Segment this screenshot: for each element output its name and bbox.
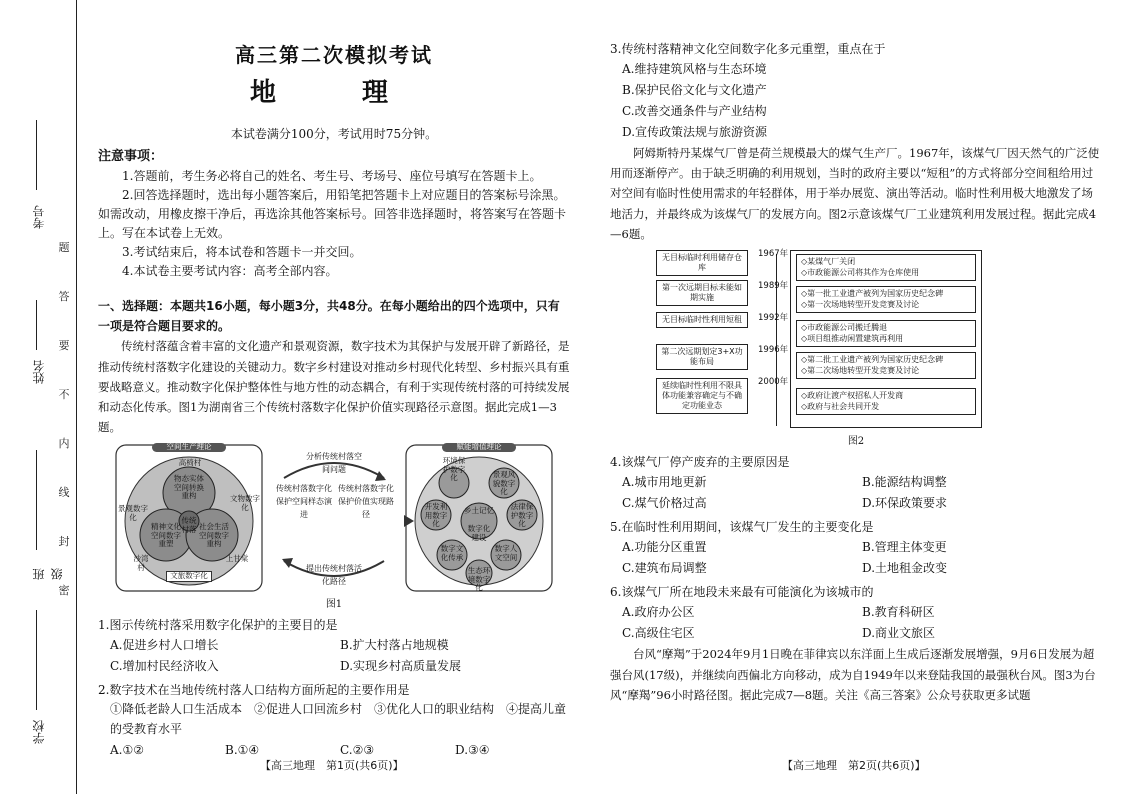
question-3-stem: 3.传统村落精神文化空间数字化多元重塑，重点在于 — [610, 42, 886, 56]
option-a[interactable]: A.维持建筑风格与生态环境 — [622, 62, 767, 77]
option-b[interactable]: B.保护民俗文化与文化遗产 — [622, 83, 767, 98]
seal-char: 题 — [58, 241, 70, 254]
fig1-label: 生态环境数字化 — [467, 566, 491, 593]
seal-warning-text — [56, 240, 72, 600]
option-a[interactable]: A.政府办公区 — [622, 605, 695, 620]
seal-char: 答 — [58, 290, 70, 304]
fig1-right-header: 赋能增值理论 — [442, 443, 516, 452]
question-1-stem: 1.图示传统村落采用数字化保护的主要目的是 — [98, 618, 338, 633]
fig1-label: 景观数字化 — [118, 504, 148, 522]
page-1-footer: 【高三地理 第1页(共6页)】 — [260, 759, 404, 772]
name-field[interactable] — [30, 300, 54, 430]
seal-char: 要 — [58, 339, 70, 353]
option-d[interactable]: D.③④ — [455, 743, 490, 757]
question-4-options — [610, 472, 1102, 514]
fig1-mid-bottom: 提出传统村落活化路径 — [306, 564, 362, 586]
option-c[interactable]: C.建筑布局调整 — [622, 561, 707, 576]
seal-char: 内 — [58, 437, 70, 451]
fig2-event: ◇政府让渡产权招私人开发商 ◇政府与社会共同开发 — [796, 388, 976, 416]
option-d[interactable]: D.土地租金改变 — [862, 561, 948, 576]
note-item: 2.回答选择题时，选出每小题答案后，用铅笔把答题卡上对应题目的答案标号涂黑。如需改动，用橡皮擦干净后，再选涂其他答案标号。回答非选择题时，将答案写在答题卡上。写在本试卷上无效。 — [98, 187, 567, 241]
class-label: 班级 — [32, 568, 64, 580]
fig1-left-header: 空间生产理论 — [152, 443, 226, 452]
exam-info: 本试卷满分100分，考试用时75分钟。 — [230, 127, 438, 141]
option-b[interactable]: B.①④ — [225, 743, 260, 757]
notes-title: 注意事项： — [98, 149, 164, 164]
fig1-label: 上甘棠 — [225, 554, 249, 564]
question-4-stem: 4.该煤气厂停产废弃的主要原因是 — [610, 454, 790, 469]
school-field[interactable] — [30, 610, 54, 760]
option-c[interactable]: C.改善交通条件与产业结构 — [622, 104, 767, 119]
passage-2: 阿姆斯特丹某煤气厂曾是荷兰规模最大的煤气生产厂。1967年，该煤气厂因天然气的广泛使用而逐渐停产。由于缺乏明确的利用规划，当时的政府主要以“短租”的方式将部分空间租给用过对空间有临时性使用需求的年轻群体，用于举办展览、演出等活动。临时性利用极大地激发了场地活力，并最终成为该煤气厂的发展方向。图2示意该煤气厂工业建筑利用发展过程。据此完成4—6题。 — [610, 146, 1100, 241]
option-c[interactable]: C.②③ — [340, 743, 375, 757]
option-d[interactable]: D.宣传政策法规与旅游资源 — [622, 125, 768, 140]
fig1-mid-right: 传统村落数字化保护价值实现路径 — [338, 484, 394, 519]
note-item: 4.本试卷主要考试内容：高考全部内容。 — [122, 264, 338, 279]
figure-2 — [656, 250, 1056, 432]
option-a[interactable]: A.功能分区重置 — [622, 540, 707, 555]
exam-number-label: 考号 — [32, 205, 46, 229]
question-2-statements: ①降低老龄人口生活成本 ②促进人口回流乡村 ③优化人口的职业结构 ④提高儿童的受教育水平 — [110, 702, 567, 737]
fig1-label: 数字化建设 — [467, 524, 491, 542]
fig2-event: ◇市政能源公司搬迁腾退 ◇项目组推动闲置建筑再利用 — [796, 320, 976, 348]
seal-char: 密 — [58, 584, 70, 598]
fig1-label: 开发利用数字化 — [424, 502, 448, 529]
fig2-event: ◇第一批工业遗产被列为国家历史纪念碑 ◇第一次场地转型开发竞赛及讨论 — [796, 286, 976, 314]
fig1-label: 文旅数字化 — [166, 571, 212, 582]
question-6-stem: 6.该煤气厂所在地段未来最有可能演化为该城市的 — [610, 585, 874, 600]
passage-3: 台风“摩羯”于2024年9月1日晚在菲律宾以东洋面上生成后逐渐发展增强，9月6日发展为超强台风(17级)，并继续向西偏北方向移动，成为自1949年以来登陆我国的最强秋台风。图3为台风“摩羯”96小时路径图。据此完成7—8题。关注《高三答案》公众号获取更多试题 — [610, 647, 1096, 702]
fig1-mid-top: 分析传统村落空间问题 — [306, 452, 362, 474]
fig1-label: 数字文化传承 — [440, 544, 464, 562]
exam-subject: 地 理 — [249, 78, 418, 108]
option-b[interactable]: B.教育科研区 — [862, 605, 935, 620]
fig1-label: 数字人文空间 — [494, 544, 518, 562]
option-a[interactable]: A.促进乡村人口增长 — [110, 638, 219, 653]
page-2 — [610, 40, 1102, 705]
fig2-year: 2000年 — [758, 376, 789, 387]
fig2-stage: 无目标临时性利用短租 — [656, 312, 748, 328]
binding-strip — [0, 0, 90, 794]
fig1-label: 精神文化空间数字重塑 — [151, 522, 181, 549]
note-item: 1.答题前，考生务必将自己的姓名、考生号、考场号、座位号填写在答题卡上。 — [122, 168, 542, 183]
option-b[interactable]: B.管理主体变更 — [862, 540, 947, 555]
option-a[interactable]: A.城市用地更新 — [622, 475, 707, 489]
seal-char: 不 — [58, 388, 70, 402]
name-label: 姓名 — [32, 360, 46, 384]
page-1 — [98, 40, 570, 761]
binding-line — [76, 0, 77, 794]
option-d[interactable]: D.商业文旅区 — [862, 626, 936, 641]
figure-2-caption: 图2 — [847, 435, 865, 447]
exam-title: 高三第二次模拟考试 — [235, 43, 433, 67]
option-d[interactable]: D.实现乡村高质量发展 — [340, 659, 462, 674]
fig1-label: 乡土记忆 — [464, 506, 494, 516]
question-3-options — [610, 59, 1102, 143]
fig2-year: 1989年 — [758, 280, 789, 291]
fig1-label: 传统村落 — [181, 516, 197, 534]
passage-1: 传统村落蕴含着丰富的文化遗产和景观资源，数字技术为其保护与发展开辟了新路径，是推动传统村落数字化建设的关键动力。数字乡村建设对推动乡村现代化转型、乡村振兴具有重要战略意义。推动数字化保护整体性与地方性的动态耦合，有利于实现传统村落的可持续发展和动态化传承。图1为湖南省三个传统村落数字化保护价值实现路径示意图。据此完成1—3题。 — [98, 339, 570, 434]
fig1-label: 高椅村 — [178, 458, 202, 468]
class-field[interactable] — [30, 450, 64, 580]
fig1-label: 法律保护数字化 — [510, 502, 534, 529]
fig2-event: ◇第二批工业遗产被列为国家历史纪念碑 ◇第二次场地转型开发竞赛及讨论 — [796, 352, 976, 380]
option-b[interactable]: B.扩大村落占地规模 — [340, 638, 449, 653]
fig2-stage: 第一次远期目标未能如期实施 — [656, 280, 748, 306]
fig1-label: 景观风貌数字化 — [492, 470, 516, 497]
option-c[interactable]: C.增加村民经济收入 — [110, 659, 219, 674]
section-heading: 一、选择题：本题共16小题，每小题3分，共48分。在每小题给出的四个选项中，只有一项是符合题目要求的。 — [98, 298, 560, 334]
question-1-options — [98, 635, 570, 677]
seal-char: 封 — [58, 535, 70, 549]
fig2-year: 1992年 — [758, 312, 789, 323]
page-2-footer: 【高三地理 第2页(共6页)】 — [782, 759, 926, 772]
option-c[interactable]: C.高级住宅区 — [622, 626, 695, 641]
exam-number-field[interactable] — [30, 120, 54, 250]
fig1-mid-left: 传统村落数字化保护空间样态演进 — [276, 484, 332, 519]
fig2-year: 1996年 — [758, 344, 789, 355]
fig1-label: 社会生活空间数字重构 — [199, 522, 229, 549]
seal-char: 线 — [58, 486, 70, 500]
option-a[interactable]: A.①② — [110, 743, 144, 757]
fig2-stage: 无目标临时利用储存仓库 — [656, 250, 748, 276]
figure-1 — [114, 443, 554, 595]
fig1-label: 环境保护数字化 — [442, 456, 466, 483]
option-b[interactable]: B.能源结构调整 — [862, 475, 947, 489]
school-label: 学校 — [32, 720, 46, 744]
fig2-year: 1967年 — [758, 248, 789, 259]
question-6-options — [610, 602, 1102, 644]
fig1-label: 文物数字化 — [230, 494, 260, 512]
note-item: 3.考试结束后，将本试卷和答题卡一并交回。 — [122, 245, 362, 260]
fig2-stage: 第二次远期划定3+X功能布局 — [656, 344, 748, 370]
fig2-event: ◇某煤气厂关闭 ◇市政能源公司将其作为仓库使用 — [796, 254, 976, 282]
option-c[interactable]: C.煤气价格过高 — [622, 496, 707, 510]
fig1-left-center: 物态实体空间转换重构 — [174, 474, 204, 501]
option-d[interactable]: D.环保政策要求 — [862, 496, 948, 510]
question-5-options — [610, 537, 1102, 579]
fig1-label: 沙湾村 — [133, 554, 149, 572]
figure-1-caption: 图1 — [325, 599, 343, 611]
fig2-stage: 延续临时性利用不限具体功能兼容确定与不确定功能业态 — [656, 378, 748, 414]
question-5-stem: 5.在临时性利用期间，该煤气厂发生的主要变化是 — [610, 520, 874, 534]
question-2-stem: 2.数字技术在当地传统村落人口结构方面所起的主要作用是 — [98, 683, 410, 698]
